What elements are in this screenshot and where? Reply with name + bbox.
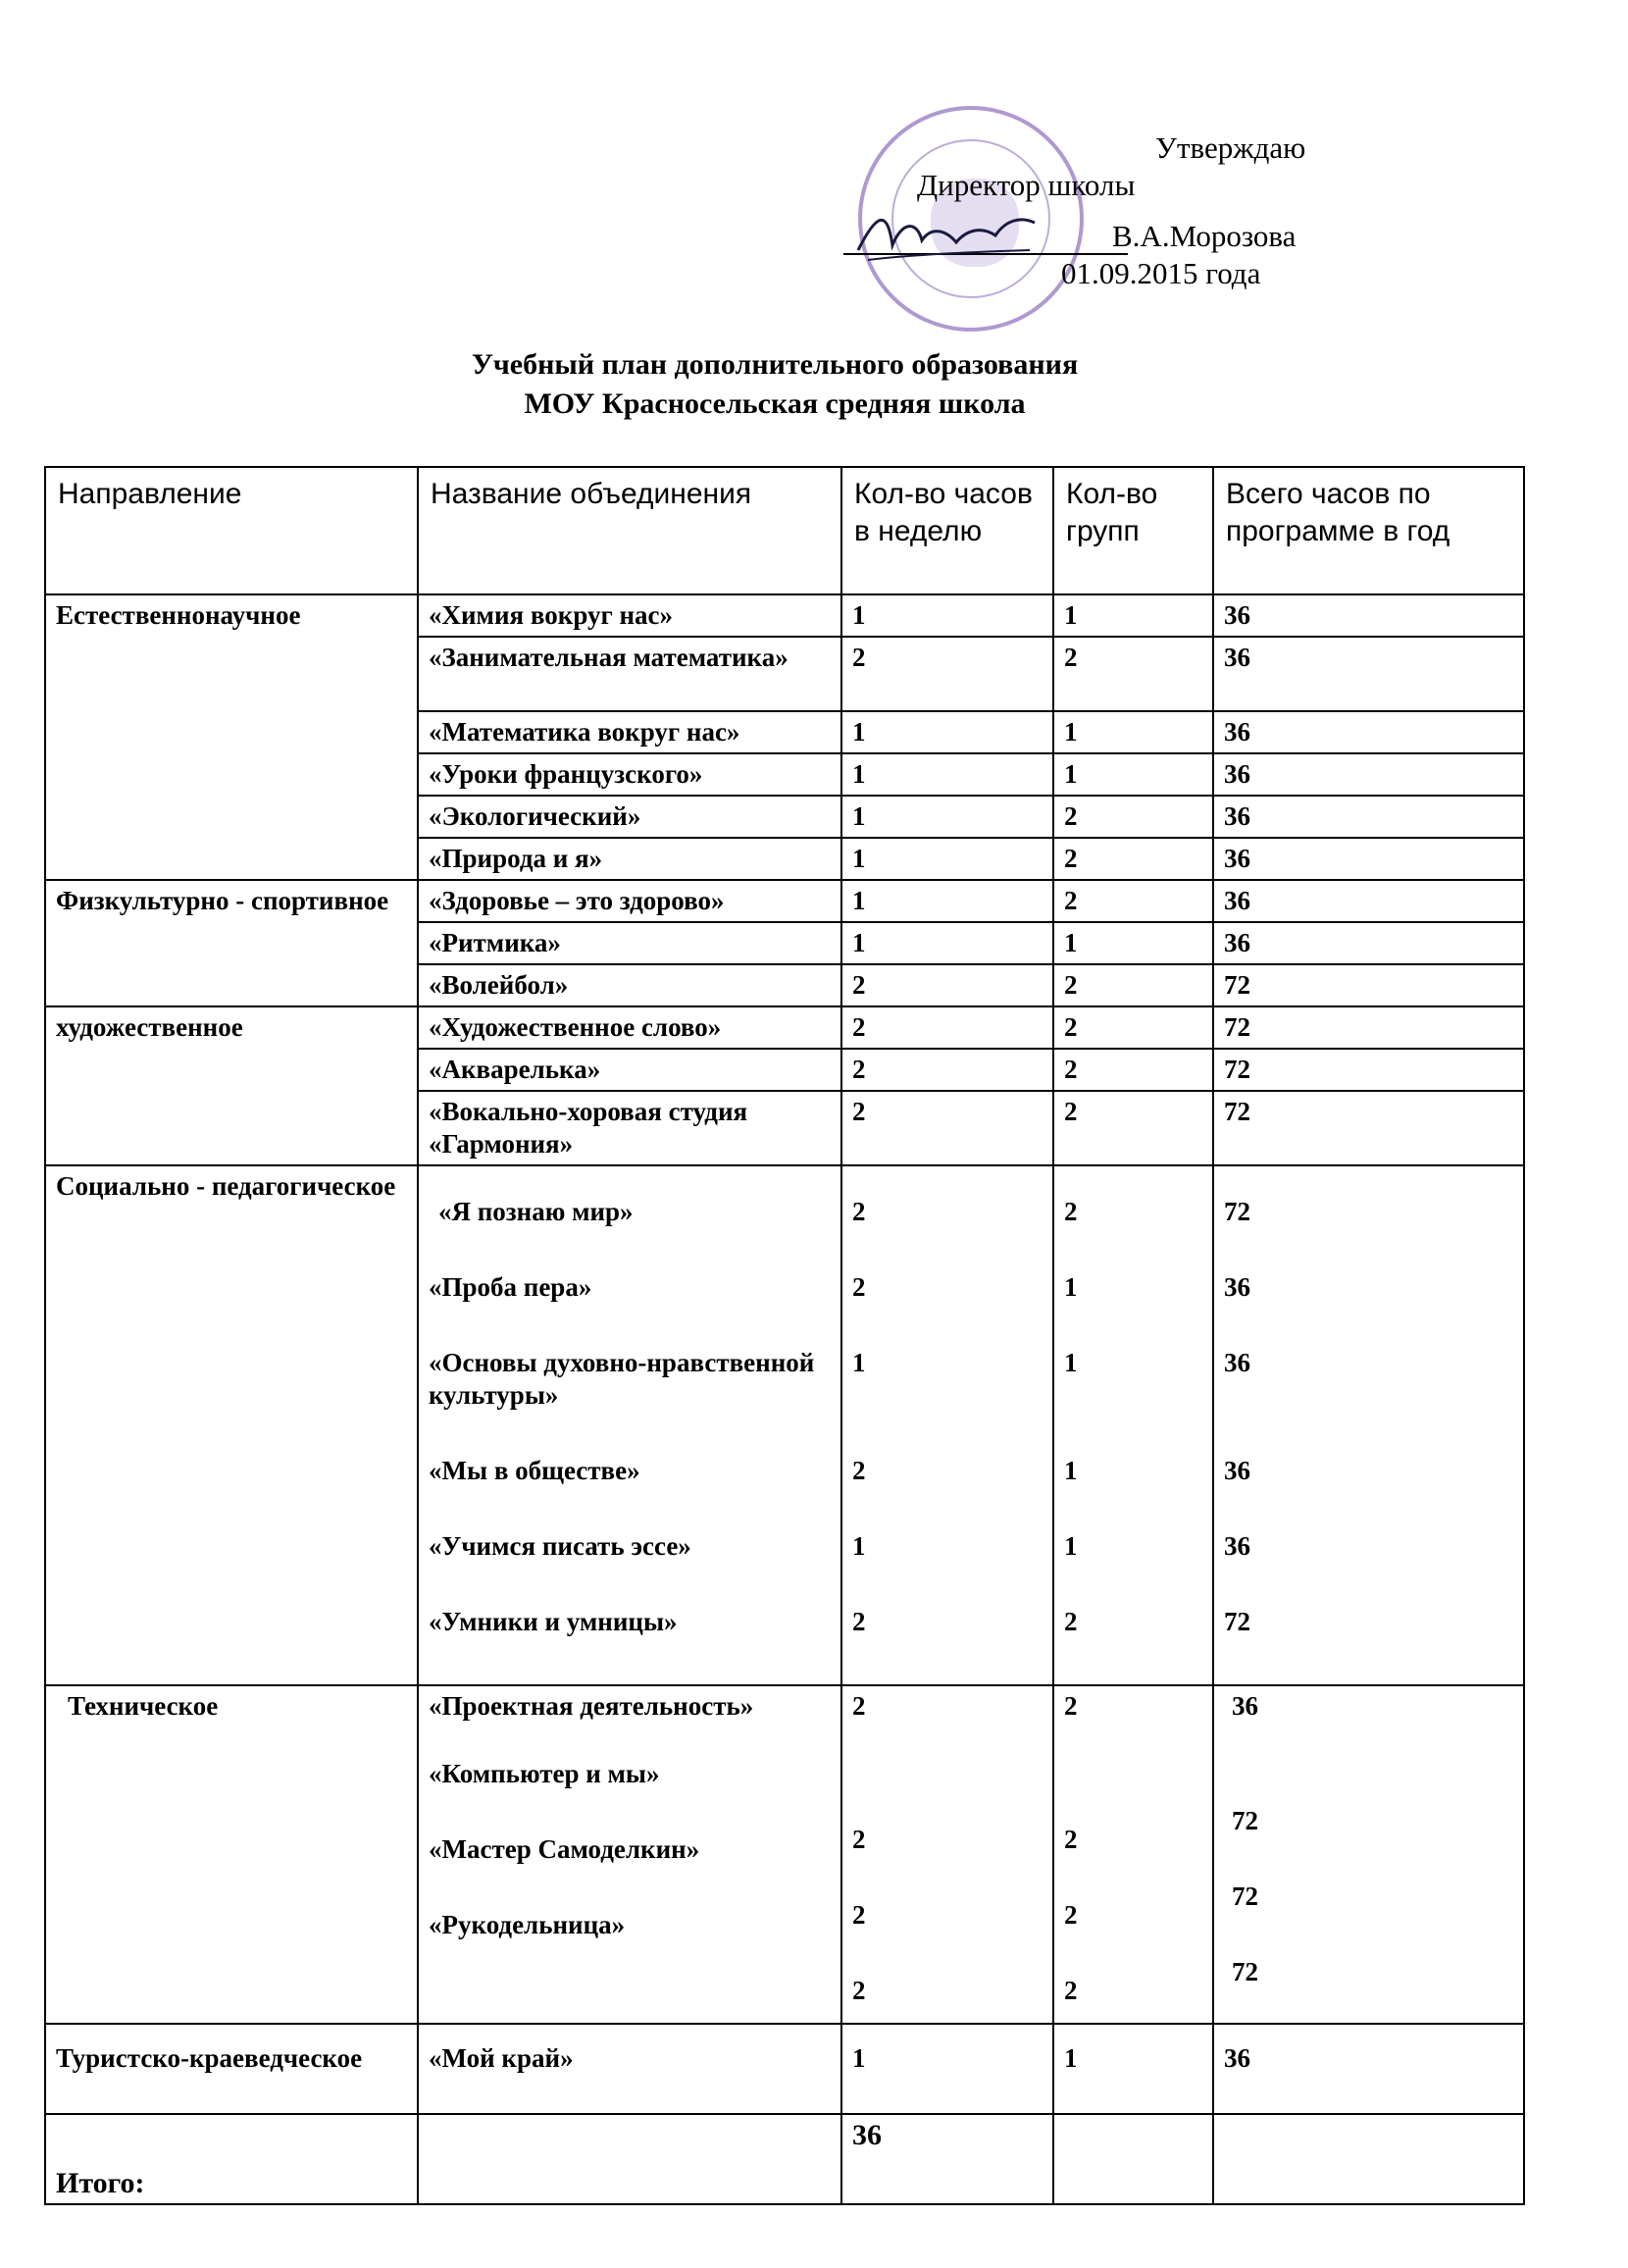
name-cell: «Волейбол» — [418, 964, 841, 1006]
list-item: 2 — [1064, 1900, 1078, 1930]
total-cell: 36 — [1213, 880, 1524, 922]
document-title — [0, 345, 1550, 424]
total-cell: 36 — [1213, 838, 1524, 880]
list-item: 2 — [1064, 1607, 1078, 1636]
list-item: 72 — [1232, 1957, 1258, 1986]
list-item: 36 — [1224, 1348, 1250, 1377]
list-item: 2 — [1064, 1197, 1078, 1226]
list-item: 1 — [852, 1531, 866, 1561]
groups-cell — [1053, 1685, 1213, 2024]
total-cell: 72 — [1213, 964, 1524, 1006]
name-cell — [418, 1165, 841, 1685]
list-item: 36 — [1224, 1456, 1250, 1485]
direction-cell: Социально - педагогическое — [45, 1165, 418, 1685]
total-cell: 36 — [1213, 2024, 1524, 2114]
hours-cell — [841, 1165, 1053, 1685]
header-total: Всего часов по программе в год — [1213, 467, 1524, 594]
list-item: «Проектная деятельность» — [429, 1691, 754, 1721]
list-item: 36 — [1224, 1272, 1250, 1302]
header-name: Название объединения — [418, 467, 841, 594]
total-cell: 72 — [1213, 1006, 1524, 1049]
groups-cell: 1 — [1053, 753, 1213, 796]
list-item: 2 — [852, 1607, 866, 1636]
list-item: 2 — [852, 1691, 866, 1721]
table-header-row — [45, 467, 1524, 594]
groups-cell — [1053, 2114, 1213, 2204]
hours-cell: 1 — [841, 880, 1053, 922]
total-cell: 36 — [1213, 637, 1524, 711]
direction-cell: художественное — [45, 1006, 418, 1165]
name-cell: «Мой край» — [418, 2024, 841, 2114]
list-item: 2 — [852, 1272, 866, 1302]
list-item: «Учимся писать эссе» — [429, 1531, 691, 1561]
name-cell: «Химия вокруг нас» — [418, 594, 841, 637]
hours-cell: 1 — [841, 594, 1053, 637]
total-cell — [1213, 1165, 1524, 1685]
total-cell: 72 — [1213, 1049, 1524, 1091]
direction-cell: Естественнонаучное — [45, 594, 418, 880]
groups-cell: 2 — [1053, 1049, 1213, 1091]
list-item: 2 — [1064, 1976, 1078, 2005]
total-cell: 36 — [1213, 594, 1524, 637]
header-hours: Кол-во часов в неделю — [841, 467, 1053, 594]
signature — [848, 201, 1044, 270]
list-item: 72 — [1224, 1607, 1250, 1636]
hours-cell: 1 — [841, 753, 1053, 796]
groups-cell: 2 — [1053, 964, 1213, 1006]
groups-cell: 1 — [1053, 711, 1213, 753]
list-item: 2 — [852, 1825, 866, 1854]
list-item: 2 — [1064, 1825, 1078, 1854]
list-item: 2 — [852, 1456, 866, 1485]
table-row — [45, 1685, 1524, 2024]
hours-cell: 2 — [841, 1006, 1053, 1049]
direction-cell: Физкультурно - спортивное — [45, 880, 418, 1006]
name-cell: «Экологический» — [418, 796, 841, 838]
list-item: 1 — [1064, 1348, 1078, 1377]
groups-cell: 1 — [1053, 2024, 1213, 2114]
name-cell: «Занимательная математика» — [418, 637, 841, 711]
total-label: Итого: — [45, 2114, 418, 2204]
hours-cell — [841, 1685, 1053, 2024]
total-cell — [1213, 2114, 1524, 2204]
groups-cell: 2 — [1053, 1006, 1213, 1049]
name-cell: «Вокально-хоровая студия «Гармония» — [418, 1091, 841, 1165]
groups-cell: 2 — [1053, 838, 1213, 880]
name-cell: «Ритмика» — [418, 922, 841, 964]
groups-cell: 1 — [1053, 922, 1213, 964]
list-item: 1 — [852, 1348, 866, 1377]
table-row — [45, 1165, 1524, 1685]
total-cell: 36 — [1213, 753, 1524, 796]
list-item: 2 — [1064, 1691, 1078, 1721]
header-direction: Направление — [45, 467, 418, 594]
name-cell: «Акварелька» — [418, 1049, 841, 1091]
list-item: 36 — [1224, 1531, 1250, 1561]
hours-cell: 1 — [841, 838, 1053, 880]
groups-cell: 2 — [1053, 796, 1213, 838]
approval-position: Директор школы — [917, 168, 1136, 202]
direction-cell: Техническое — [45, 1685, 418, 2024]
groups-cell — [1053, 1165, 1213, 1685]
name-cell: «Математика вокруг нас» — [418, 711, 841, 753]
total-cell: 36 — [1213, 796, 1524, 838]
total-row — [45, 2114, 1524, 2204]
hours-cell: 1 — [841, 711, 1053, 753]
list-item: «Компьютер и мы» — [429, 1759, 660, 1788]
title-line-1: Учебный план дополнительного образования — [471, 348, 1079, 381]
list-item: 36 — [1232, 1691, 1258, 1721]
hours-cell: 2 — [841, 1049, 1053, 1091]
name-cell: «Художественное слово» — [418, 1006, 841, 1049]
list-item: 2 — [852, 1976, 866, 2005]
groups-cell: 2 — [1053, 637, 1213, 711]
total-cell — [1213, 1685, 1524, 2024]
table-row — [45, 1006, 1524, 1049]
hours-cell: 2 — [841, 1091, 1053, 1165]
hours-cell: 2 — [841, 637, 1053, 711]
name-cell — [418, 1685, 841, 2024]
groups-cell: 1 — [1053, 594, 1213, 637]
list-item: «Я познаю мир» — [438, 1197, 634, 1226]
list-item: «Основы духовно-нравственной культуры» — [429, 1348, 815, 1410]
list-item: 1 — [1064, 1456, 1078, 1485]
approval-name: В.А.Морозова — [1112, 219, 1297, 253]
direction-cell: Туристско-краеведческое — [45, 2024, 418, 2114]
total-hours: 36 — [841, 2114, 1053, 2204]
list-item: «Мастер Самоделкин» — [429, 1834, 700, 1864]
hours-cell: 1 — [841, 922, 1053, 964]
list-item: «Мы в обществе» — [429, 1456, 640, 1485]
groups-cell: 2 — [1053, 1091, 1213, 1165]
list-item: 1 — [1064, 1531, 1078, 1561]
table-row — [45, 2024, 1524, 2114]
list-item: «Умники и умницы» — [429, 1607, 678, 1636]
approval-date: 01.09.2015 года — [1061, 256, 1261, 290]
list-item: 72 — [1232, 1881, 1258, 1911]
hours-cell: 1 — [841, 796, 1053, 838]
list-item: 2 — [852, 1197, 866, 1226]
name-cell: «Природа и я» — [418, 838, 841, 880]
total-cell: 36 — [1213, 711, 1524, 753]
list-item: «Проба пера» — [429, 1272, 592, 1302]
hours-cell: 1 — [841, 2024, 1053, 2114]
list-item: «Рукодельница» — [429, 1910, 626, 1939]
list-item: 72 — [1232, 1806, 1258, 1835]
title-line-2: МОУ Красносельская средняя школа — [524, 387, 1026, 420]
total-cell: 36 — [1213, 922, 1524, 964]
table-row — [45, 880, 1524, 922]
list-item: 72 — [1224, 1197, 1250, 1226]
groups-cell: 2 — [1053, 880, 1213, 922]
table-row — [45, 594, 1524, 637]
approval-word: Утверждаю — [1155, 130, 1306, 165]
list-item: 2 — [852, 1900, 866, 1930]
list-item: 1 — [1064, 1272, 1078, 1302]
header-groups: Кол-во групп — [1053, 467, 1213, 594]
total-cell: 72 — [1213, 1091, 1524, 1165]
name-cell: «Уроки французского» — [418, 753, 841, 796]
name-cell — [418, 2114, 841, 2204]
hours-cell: 2 — [841, 964, 1053, 1006]
curriculum-table — [44, 466, 1525, 2205]
name-cell: «Здоровье – это здорово» — [418, 880, 841, 922]
